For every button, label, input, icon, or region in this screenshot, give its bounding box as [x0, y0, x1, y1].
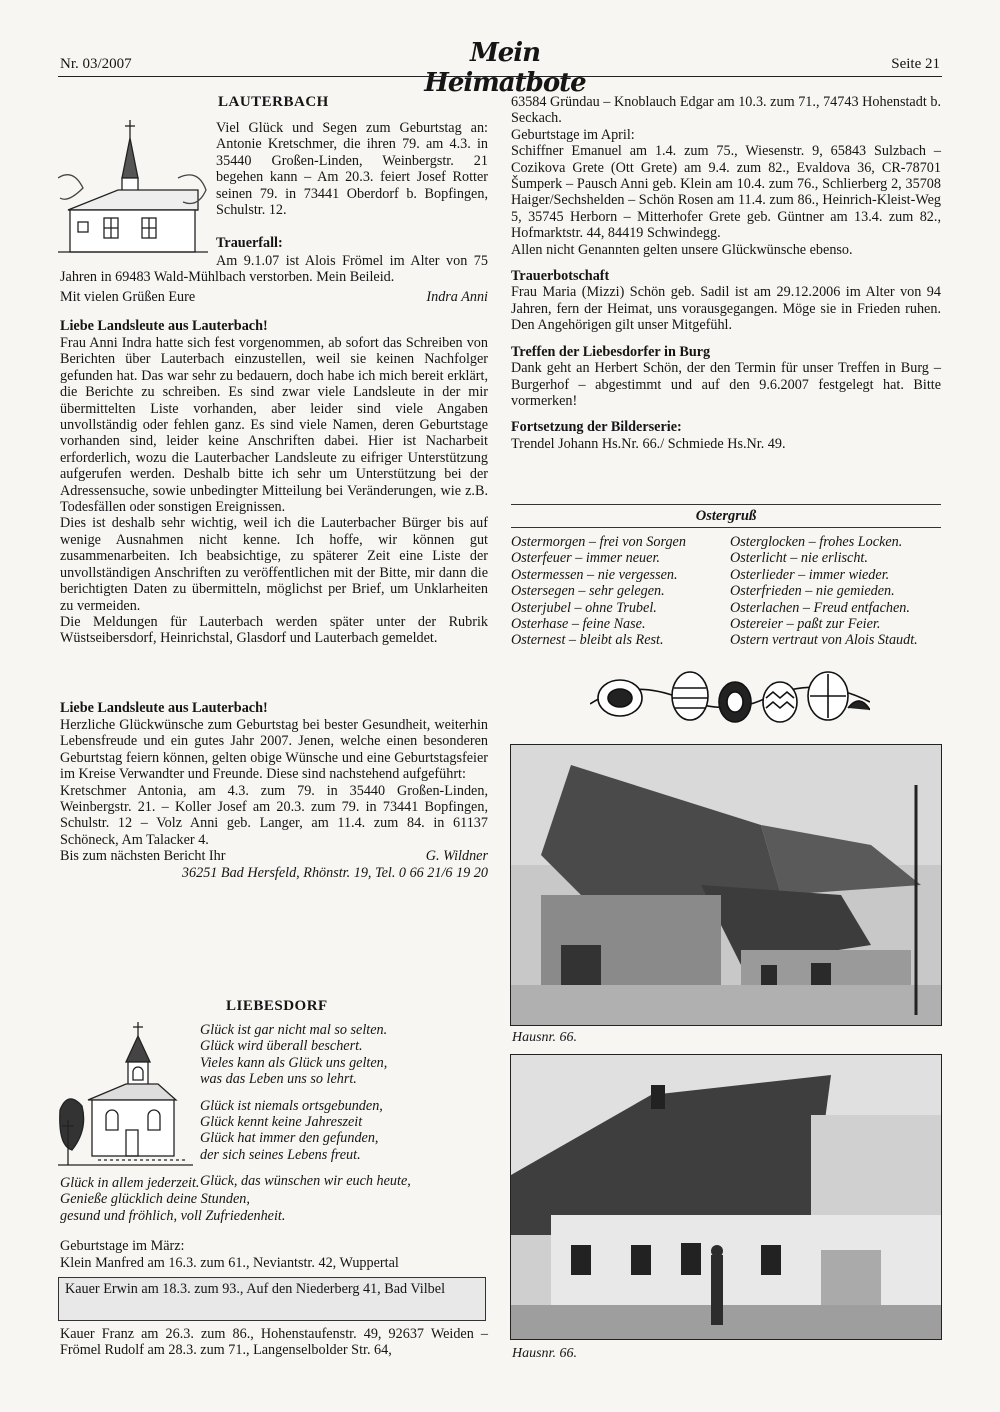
section2-title: Liebe Landsleute aus Lauterbach!: [60, 700, 268, 716]
poem-line: Glück wird überall beschert.: [200, 1038, 363, 1055]
house-photo-1: [510, 744, 942, 1026]
poem-line: Vieles kann als Glück uns gelten,: [200, 1054, 388, 1071]
photo2-caption: Hausnr. 66.: [512, 1346, 577, 1361]
continued-birthdays: 63584 Gründau – Knoblauch Edgar am 10.3. zum 71., 74743 Hohenstadt b. Seckach.: [511, 94, 941, 127]
oster-line: Ostereier – paßt zur Feier.: [730, 616, 881, 633]
oster-line: Ostersegen – sehr gelegen.: [511, 583, 665, 600]
poem-line: Glück kennt keine Jahreszeit: [200, 1114, 363, 1131]
page-number: Seite 21: [891, 56, 940, 72]
april-label: Geburtstage im April:: [511, 126, 635, 143]
section2-p1: Herzliche Glückwünsche zum Geburtstag bei bester Gesundheit, weiterhin Lebensfreude und ein gutes Jahr 2007. Jenen, welche einen besonderen Geburtstag feiern können, gelten obige Wünsche und eine Geburtstagsfeier im Kreise Verwandter und Freunde. Diese sind nachstehend aufgeführt:: [60, 717, 488, 783]
poem-line: Glück, das wünschen wir euch heute,: [200, 1173, 411, 1190]
signature-indra: Indra Anni: [426, 289, 488, 305]
chapel-illustration: [58, 118, 208, 258]
easter-eggs-ornament: [590, 668, 870, 726]
photo1-caption: Hausnr. 66.: [512, 1030, 577, 1045]
oster-line: Osterfrieden – nie gemieden.: [730, 583, 895, 600]
poem-line: der sich seines Lebens freut.: [200, 1146, 361, 1163]
closing-text: Bis zum nächsten Bericht Ihr: [60, 848, 226, 865]
ostergruss-title: Ostergruß: [695, 508, 757, 524]
section2-body: [60, 717, 488, 881]
section2-p2: Kretschmer Antonia, am 4.3. zum 79. in 35440 Großen-Linden, Weinbergstr. 21. – Koller Josef am 20.3. zum 79. in 73441 Bopfingen, Schulstr. 12 – Volz Anni geb. Langer, am 11.4. zum 84. in 61137 Schöneck, Am Talacker 4.: [60, 782, 488, 848]
oster-line: Osterlachen – Freud entfachen.: [730, 599, 910, 616]
lauterbach-title: LAUTERBACH: [218, 94, 329, 110]
right-column: [511, 94, 941, 452]
bilderserie-text: Trendel Johann Hs.Nr. 66./ Schmiede Hs.Nr. 49.: [511, 435, 786, 452]
trauerfall-title: Trauerfall:: [216, 235, 283, 251]
poem-line: Glück ist gar nicht mal so selten.: [200, 1022, 388, 1038]
liebesdorf-poem-end: [60, 1175, 490, 1224]
ostergruss-right: [730, 534, 942, 649]
ostergruss-rule-top: [511, 504, 941, 505]
poem-line: was das Leben uns so lehrt.: [200, 1071, 357, 1088]
poem-line: gesund und fröhlich, voll Zufriedenheit.: [60, 1207, 286, 1224]
oster-line: Osterjubel – ohne Trubel.: [511, 599, 657, 616]
closing-address: 36251 Bad Hersfeld, Rhönstr. 19, Tel. 0 66 21/6 19 20: [181, 864, 488, 881]
treffen-text: Dank geht an Herbert Schön, der den Termin für unser Treffen in Burg – Burgerhof – abgestimmt und auf den 9.6.2007 festgelegt hat. Bitte vormerken!: [511, 360, 941, 409]
closing-row: [60, 848, 488, 864]
greeting-row: [60, 289, 488, 305]
trauerfall-text: Am 9.1.07 ist Alois Frömel im Alter von 75 Jahren in 69483 Wald-Mühlbach verstorben. Mein Beileid.: [60, 253, 488, 286]
trauerbotschaft-title: Trauerbotschaft: [511, 268, 610, 285]
signature-wildner: G. Wildner: [425, 848, 488, 865]
issue-number: Nr. 03/2007: [60, 56, 132, 72]
trauerbotschaft-text: Frau Maria (Mizzi) Schön geb. Sadil ist am 29.12.2006 im Alter von 94 Jahren, fern der Heimat, uns vorausgegangen. Möge sie in Frieden ruhen. Den Angehörigen gilt unser Mitgefühl.: [511, 284, 941, 334]
section1-body: [60, 335, 488, 647]
oster-line: Osterlieder – immer wieder.: [730, 566, 890, 583]
birthday-march-label: Geburtstage im März:: [60, 1238, 185, 1254]
ostergruss-left: [511, 534, 726, 649]
oster-line: Osterhase – feine Nase.: [511, 616, 646, 633]
april-closing: Allen nicht Genannten gelten unsere Glückwünsche ebenso.: [511, 241, 853, 258]
section1-p3: Die Meldungen für Lauterbach werden später unter der Rubrik Wüstseibersdorf, Heinrichstal, Glasdorf und Lauterbach gemeldet.: [60, 613, 488, 647]
masthead-logo: Mein Heimatbote: [424, 38, 586, 98]
section1-p1: Frau Anni Indra hatte sich fest vorgenommen, ab sofort das Schreiben von Berichten über Lauterbach einzustellen, weil sie keinen Nachfolger gefunden hat. Das war sehr zu bedauern, doch habe ich mich bereit erklärt, die Berichte zu schreiben. Es sind zwar viele Landsleute in der mir übermittelten Liste vorhanden, aber leider sind viele Angaben unvollständig oder fehlen ganz. Es sind viele Namen, deren Geburtstage vorhanden sind, leider keine Anschriften dabei. Hier ist Nacharbeit erforderlich, wozu die Lauterbacher Landsleute zu eifriger Unterstützung aufgerufen werden. Deshalb bitte ich sehr um Unterstützung bei der Adressensuche, sowie unbedingter Mitteilung bei Veränderungen, wie z.B. Todesfällen oder sonstigen Ereignissen.: [60, 335, 488, 516]
treffen-title: Treffen der Liebesdorfer in Burg: [511, 343, 711, 360]
church-illustration: [58, 1020, 193, 1168]
header-rule: [58, 76, 942, 77]
oster-line: Ostermessen – nie vergessen.: [511, 566, 678, 583]
section1-p2: Dies ist deshalb sehr wichtig, weil ich die Lauterbacher Bürger bis auf wenige Ausnahmen nicht kenne. Ich hoffe, wir können gut zusammenarbeiten. Ich beabsichtige, zu späterer Zeit eine Liste der unvollständigen Anschriften zu veröffentlichen mit der Bitte, mir dann die berichtigten Daten zu übermitteln, möglichst per Brief, um Unklarheiten zu vermeiden.: [60, 515, 488, 614]
poem-line: Genieße glücklich deine Stunden,: [60, 1191, 250, 1208]
oster-line: Osternest – bleibt als Rest.: [511, 632, 664, 649]
oster-line: Ostern vertraut von Alois Staudt.: [730, 632, 918, 649]
birthday-kauer-franz: Kauer Franz am 26.3. zum 86., Hohenstaufenstr. 49, 92637 Weiden – Frömel Rudolf am 28.3. zum 71., Langenselbolder Str. 64,: [60, 1326, 488, 1359]
section1-title: Liebe Landsleute aus Lauterbach!: [60, 318, 268, 334]
ostergruss-rule-mid: [511, 527, 941, 528]
birthday-kauer-erwin: Kauer Erwin am 18.3. zum 93., Auf den Niederberg 41, Bad Vilbel: [65, 1281, 446, 1297]
greeting: Mit vielen Grüßen Eure: [60, 289, 196, 305]
liebesdorf-poem: [200, 1022, 490, 1190]
house-photo-2: [510, 1054, 942, 1340]
oster-line: Ostermorgen – frei von Sorgen: [511, 534, 686, 550]
april-birthdays: Schiffner Emanuel am 1.4. zum 75., Wiesenstr. 9, 65843 Sulzbach – Cozikova Grete (Ott Grete) am 9.4. zum 82., Evaldova 36, CR-78701 Šumperk – Pausch Anni geb. Klein am 10.4. zum 76., Schlierberg 2, 35708 Haiger/Sechshelden – Schön Rosen am 11.4. zum 86., Heinrich-Kleist-Weg 5, 35745 Herborn – Mitterhofer Grete geb. Güntner am 13.4. zum 82., Hofmarktstr. 44, 84419 Schwindegg.: [511, 143, 941, 242]
oster-line: Osterfeuer – immer neuer.: [511, 550, 660, 567]
oster-line: Osterlicht – nie erlischt.: [730, 550, 868, 567]
oster-line: Osterglocken – frohes Locken.: [730, 534, 903, 550]
bilderserie-title: Fortsetzung der Bilderserie:: [511, 419, 682, 436]
birthday-klein: Klein Manfred am 16.3. zum 61., Neviantstr. 42, Wuppertal: [60, 1255, 399, 1271]
poem-line: Glück ist niemals ortsgebunden,: [200, 1097, 383, 1114]
birthday-kauer-box: [58, 1277, 486, 1321]
liebesdorf-title: LIEBESDORF: [226, 998, 328, 1014]
poem-line: Glück in allem jederzeit.: [60, 1175, 200, 1191]
lauterbach-intro: Viel Glück und Segen zum Geburtstag an: Antonie Kretschmer, die ihren 79. am 4.3. in 35440 Großen-Linden, Weinbergstr. 21 begehen kann – Am 20.3. feiert Josef Rotter seinen 79. in 73441 Oberdorf b. Bopfingen, Schulstr. 12.: [216, 120, 488, 219]
poem-line: Glück hat immer den gefunden,: [200, 1130, 379, 1147]
